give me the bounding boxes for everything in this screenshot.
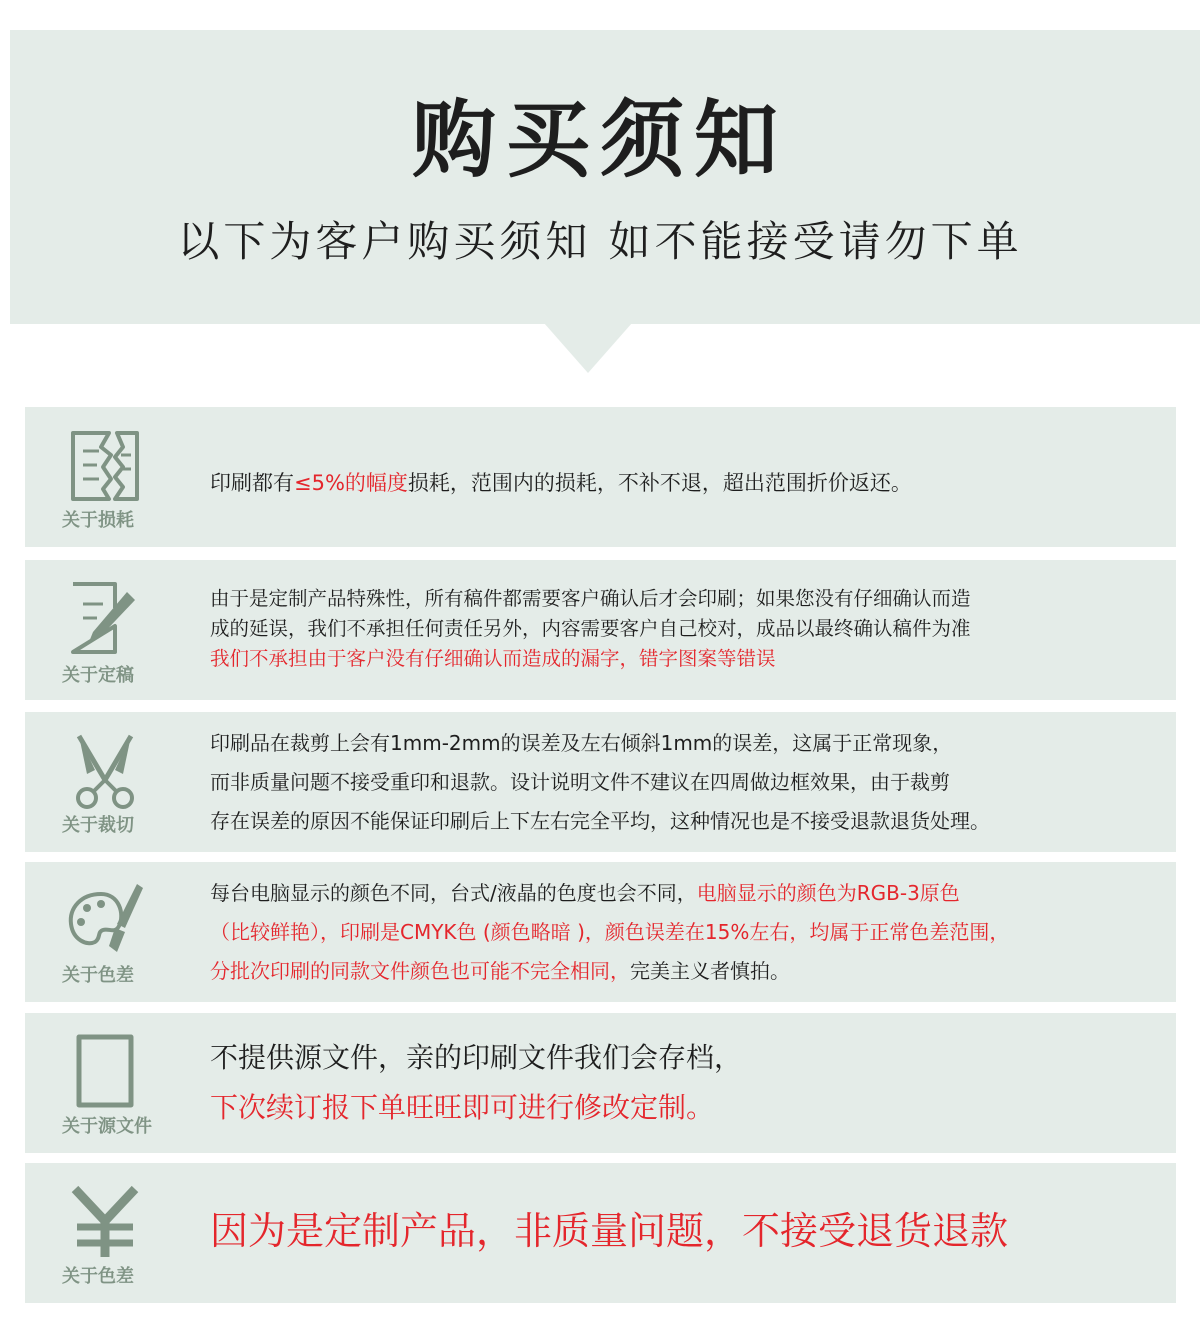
text-line (210, 802, 1160, 841)
text-segment: 印刷品在裁剪上会有1mm-2mm的误差及左右倾斜1mm的误差，这属于正常现象， (210, 731, 953, 755)
row-text (210, 1033, 1160, 1133)
row-text (210, 874, 1160, 991)
text-line (210, 614, 1160, 644)
text-segment: 由于是定制产品特殊性，所有稿件都需要客户确认后才会印刷；如果您没有仔细确认而造 (210, 587, 971, 610)
text-segment: 印刷都有 (210, 471, 294, 495)
notice-row-refunds (25, 1163, 1176, 1303)
notice-row-source-files (25, 1013, 1176, 1153)
notice-row-color-difference (25, 862, 1176, 1002)
text-line (210, 1083, 1160, 1133)
text-line (210, 874, 1160, 913)
highlight-segment: ≤5%的幅度 (294, 471, 408, 495)
row-text (210, 465, 1160, 501)
page-subtitle: 以下为客户购买须知 如不能接受请勿下单 (177, 217, 1023, 266)
text-segment: 每台电脑显示的颜色不同，台式/液晶的色度也会不同， (210, 881, 697, 905)
highlight-segment: 下次续订报下单旺旺即可进行修改定制。 (210, 1091, 715, 1124)
yen-icon (65, 1181, 145, 1261)
page-title: 购买须知 (411, 91, 788, 189)
text-line (210, 763, 1160, 802)
text-line (210, 465, 1160, 501)
highlight-segment: 我们不承担由于客户没有仔细确认而造成的漏字，错字图案等错误 (210, 647, 776, 670)
text-segment: 不提供源文件，亲的印刷文件我们会存档， (210, 1041, 743, 1074)
highlight-segment: 分批次印刷的同款文件颜色也可能不完全相同， (210, 959, 630, 983)
text-segment: 存在误差的原因不能保证印刷后上下左右完全平均，这种情况也是不接受退款退货处理。 (210, 809, 990, 833)
row-text (210, 584, 1160, 674)
row-label: 关于定稿 (62, 665, 134, 686)
scissors-icon (65, 730, 145, 810)
row-label: 关于色差 (62, 1266, 134, 1287)
header-arrow (544, 323, 632, 373)
row-label: 关于色差 (62, 965, 134, 986)
row-label: 关于损耗 (62, 510, 134, 531)
row-text (210, 724, 1160, 841)
text-segment: 成的延误，我们不承担任何责任另外，内容需要客户自己校对，成品以最终确认稿件为准 (210, 617, 971, 640)
blank-page-icon (65, 1031, 145, 1111)
text-segment: 损耗，范围内的损耗，不补不退，超出范围折价返还。 (407, 471, 912, 495)
highlight-segment: 因为是定制产品，非质量问题，不接受退货退款 (210, 1209, 1009, 1253)
text-line (210, 724, 1160, 763)
palette-brush-icon (65, 880, 145, 960)
highlight-segment: （比较鲜艳），印刷是CMYK色 (颜色略暗 )，颜色误差在15%左右，均属于正常色差范围， (210, 920, 1010, 944)
text-line (210, 644, 1160, 674)
text-line (210, 1203, 1160, 1259)
text-line (210, 1033, 1160, 1083)
document-pen-icon (65, 578, 145, 658)
text-line (210, 952, 1160, 991)
text-segment: 完美主义者慎拍。 (630, 959, 790, 983)
text-segment: 而非质量问题不接受重印和退款。设计说明文件不建议在四周做边框效果，由于裁剪 (210, 770, 950, 794)
text-line (210, 584, 1160, 614)
row-text (210, 1203, 1160, 1259)
torn-paper-icon (65, 425, 145, 505)
text-line (210, 913, 1160, 952)
row-label: 关于源文件 (62, 1116, 152, 1137)
notice-row-loss (25, 407, 1176, 547)
row-label: 关于裁切 (62, 815, 134, 836)
notice-row-final-draft (25, 560, 1176, 700)
notice-row-cutting (25, 712, 1176, 852)
highlight-segment: 电脑显示的颜色为RGB-3原色 (696, 881, 960, 905)
